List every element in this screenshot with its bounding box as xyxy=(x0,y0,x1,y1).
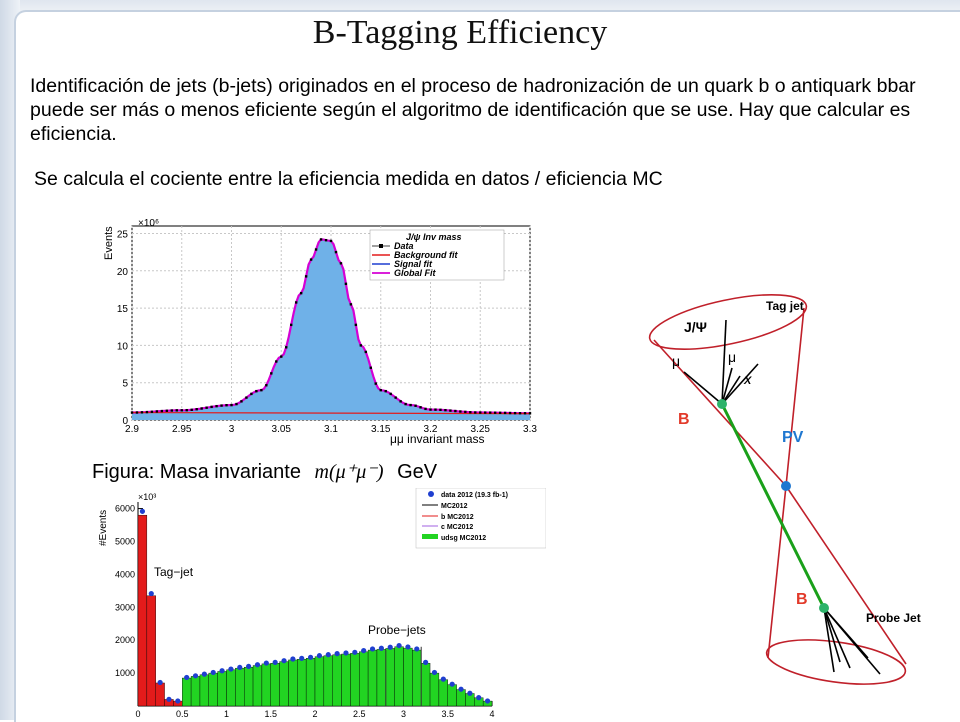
btag-data-point xyxy=(441,677,446,682)
btag-data-point xyxy=(202,672,207,677)
jpsi-data-point xyxy=(275,360,277,362)
jpsi-data-point xyxy=(494,411,496,413)
btag-data-point xyxy=(476,695,481,700)
jpsi-data-point xyxy=(325,239,327,241)
jpsi-data-point xyxy=(290,324,292,326)
btag-bar xyxy=(297,659,306,706)
jpsi-data-point xyxy=(230,404,232,406)
legend-swatch-udsg xyxy=(422,534,438,539)
jpsi-data-point xyxy=(220,404,222,406)
btag-x-tick: 3 xyxy=(400,709,407,719)
btag-bar xyxy=(342,654,351,706)
jpsi-data-point xyxy=(489,411,491,413)
legend-label-bkg: Background fit xyxy=(394,250,458,260)
legend-marker-data2012 xyxy=(428,491,434,497)
btag-bar xyxy=(404,648,413,706)
legend-label-data2012: data 2012 (19.3 fb-1) xyxy=(441,492,508,499)
btag-bar xyxy=(324,656,333,706)
btag-data-point xyxy=(396,643,401,648)
jpsi-data-point xyxy=(479,411,481,413)
jpsi-legend-title: J/ψ Inv mass xyxy=(406,232,462,242)
jpsi-x-tick: 3.25 xyxy=(470,424,490,435)
jpsi-data-point xyxy=(444,409,446,411)
jpsi-data-point xyxy=(449,409,451,411)
btag-bar xyxy=(368,650,377,706)
jpsi-data-point xyxy=(360,344,362,346)
jpsi-data-point xyxy=(399,400,401,402)
btag-data-point xyxy=(246,664,251,669)
jpsi-data-point xyxy=(176,409,178,411)
btag-data-point xyxy=(281,658,286,663)
btag-bar xyxy=(288,660,297,706)
jpsi-data-point xyxy=(439,409,441,411)
btag-data-point xyxy=(485,698,490,703)
btag-x-tick: 1.5 xyxy=(264,709,278,719)
btag-bar xyxy=(457,690,466,706)
jpsi-data-point xyxy=(161,410,163,412)
jpsi-y-tick: 10 xyxy=(116,341,128,353)
jpsi-data-point xyxy=(380,389,382,391)
jpsi-ylabel: Events xyxy=(103,226,115,260)
btag-data-point xyxy=(352,650,357,655)
jpsi-data-point xyxy=(409,404,411,406)
jpsi-data-point xyxy=(310,258,312,260)
b-flight-axis xyxy=(722,404,824,608)
btag-bar xyxy=(306,658,315,706)
jpsi-data-point xyxy=(509,412,511,414)
jpsi-data-point xyxy=(265,384,267,386)
jpsi-data-point xyxy=(370,367,372,369)
btag-data-point xyxy=(361,648,366,653)
btag-data-point xyxy=(166,697,171,702)
btag-data-point xyxy=(388,645,393,650)
jpsi-data-point xyxy=(330,240,332,242)
jpsi-data-point xyxy=(390,393,392,395)
btag-bar xyxy=(227,670,236,706)
jpsi-data-point xyxy=(225,404,227,406)
jpsi-mass-plot xyxy=(90,212,540,448)
label-b-top: B xyxy=(678,411,690,428)
btag-data-point xyxy=(308,655,313,660)
jpsi-x-tick: 3.05 xyxy=(271,424,291,435)
btag-x-tick: 1 xyxy=(223,709,230,719)
btag-bar xyxy=(350,653,359,706)
jpsi-data-point xyxy=(156,410,158,412)
jpsi-data-point xyxy=(285,346,287,348)
jpsi-x-tick: 3.1 xyxy=(324,424,338,435)
btag-data-point xyxy=(228,666,233,671)
btag-y-tick: 1000 xyxy=(114,668,135,679)
jpsi-data-point xyxy=(394,396,396,398)
btag-data-point xyxy=(450,682,455,687)
caption-unit: GeV xyxy=(397,461,438,483)
btag-x-tick: 0.5 xyxy=(175,709,189,719)
jpsi-y-tick: 15 xyxy=(116,304,128,316)
label-tag-jet: Tag jet xyxy=(766,299,804,313)
btag-data-point xyxy=(211,670,216,675)
jpsi-data-point xyxy=(464,411,466,413)
jpsi-data-point xyxy=(260,389,262,391)
btag-bar xyxy=(253,666,262,706)
legend-label-global: Global Fit xyxy=(394,268,436,278)
btag-bar xyxy=(182,678,191,706)
btag-bar xyxy=(200,675,209,706)
jpsi-data-point xyxy=(469,411,471,413)
legend-label-c: c MC2012 xyxy=(441,524,474,531)
jpsi-y-tick: 20 xyxy=(116,266,128,278)
jpsi-data-point xyxy=(404,403,406,405)
btag-bar xyxy=(421,663,430,706)
btag-data-point xyxy=(423,660,428,665)
jpsi-data-point xyxy=(385,390,387,392)
btag-bar xyxy=(377,649,386,706)
jpsi-x-tick: 2.95 xyxy=(172,424,192,435)
jpsi-data-point xyxy=(200,407,202,409)
btag-x-tick: 2 xyxy=(312,709,318,719)
btag-data-point xyxy=(273,660,278,665)
btag-bar xyxy=(235,668,244,706)
btag-bar xyxy=(333,655,342,706)
btag-x-tick: 4 xyxy=(489,709,495,719)
label-mu-1: μ xyxy=(672,353,681,369)
jpsi-data-point xyxy=(514,412,516,414)
jpsi-data-point xyxy=(151,411,153,413)
btag-legend xyxy=(416,488,546,548)
jpsi-data-point xyxy=(434,408,436,410)
btag-data-point xyxy=(335,651,340,656)
jpsi-data-point xyxy=(186,409,188,411)
label-mu-2: μ xyxy=(728,349,737,365)
jpsi-data-point xyxy=(240,400,242,402)
btag-bar xyxy=(448,685,457,706)
label-pv: PV xyxy=(782,429,804,446)
jpsi-data-point xyxy=(146,411,148,413)
btag-data-point xyxy=(149,591,154,596)
jpsi-data-point xyxy=(181,409,183,411)
btag-bar xyxy=(359,652,368,706)
annotation-probe-jets: Probe−jets xyxy=(368,623,426,637)
tag-b-vertex xyxy=(717,399,727,409)
caption-math: m(μ⁺μ⁻) xyxy=(314,461,384,483)
jpsi-x-tick: 3.2 xyxy=(423,424,438,435)
jpsi-data-point xyxy=(171,409,173,411)
btag-x-tick: 2.5 xyxy=(352,709,366,719)
btag-data-point xyxy=(219,668,224,673)
jpsi-data-point xyxy=(504,412,506,414)
btag-bar xyxy=(218,671,227,706)
jpsi-data-point xyxy=(195,408,197,410)
intro-paragraph: Identificación de jets (b-jets) originados en el proceso de hadronización de un quark b o antiquark bbar puede ser más o menos eficiente según el algoritmo de identificación que se use. Hay que calcular es eficiencia. xyxy=(30,75,916,145)
btag-bar xyxy=(262,664,271,706)
jpsi-y-multiplier: ×10⁶ xyxy=(138,218,160,229)
btag-data-point xyxy=(326,652,331,657)
jpsi-data-point xyxy=(270,372,272,374)
btag-event-diagram xyxy=(640,280,950,700)
jpsi-x-tick: 3.15 xyxy=(371,424,391,435)
btag-bar xyxy=(430,673,439,706)
btag-y-tick: 6000 xyxy=(114,503,135,514)
btag-bar xyxy=(280,662,289,706)
btag-ylabel: #Events xyxy=(98,509,109,546)
jpsi-data-point xyxy=(136,411,138,413)
btag-x-tick: 0 xyxy=(135,709,141,719)
jpsi-data-point xyxy=(499,412,501,414)
btag-data-point xyxy=(184,675,189,680)
probe-b-vertex xyxy=(819,603,829,613)
label-probe-jet: Probe Jet xyxy=(866,611,921,625)
label-x: X xyxy=(744,375,752,387)
btag-bar xyxy=(386,648,395,706)
slide-title: B-Tagging Efficiency xyxy=(312,14,608,51)
jpsi-y-tick: 0 xyxy=(122,416,128,427)
btag-y-tick: 4000 xyxy=(114,569,135,580)
jpsi-data-point xyxy=(335,251,337,253)
btag-bar xyxy=(271,663,280,706)
jpsi-data-point xyxy=(141,411,143,413)
btag-bar xyxy=(191,676,200,706)
btag-data-point xyxy=(237,665,242,670)
jpsi-data-point xyxy=(519,412,521,414)
annotation-tag-jet: Tag−jet xyxy=(154,565,194,579)
btag-data-point xyxy=(379,646,384,651)
jpsi-data-point xyxy=(300,292,302,294)
btag-data-point xyxy=(255,662,260,667)
jpsi-data-point xyxy=(459,410,461,412)
jpsi-legend xyxy=(370,230,504,280)
jpsi-x-tick: 3 xyxy=(228,424,235,435)
jpsi-data-point xyxy=(315,248,317,250)
jpsi-data-point xyxy=(524,412,526,414)
btag-events-plot xyxy=(94,488,546,720)
jpsi-data-point xyxy=(474,411,476,413)
btag-x-tick: 3.5 xyxy=(441,709,455,719)
btag-data-point xyxy=(370,646,375,651)
figure-caption xyxy=(92,459,532,489)
legend-label-mc: MC2012 xyxy=(441,503,468,510)
jpsi-data-point xyxy=(250,393,252,395)
btag-bar xyxy=(244,667,253,706)
btag-data-point xyxy=(264,660,269,665)
jpsi-data-point xyxy=(295,301,297,303)
jpsi-y-tick: 25 xyxy=(116,229,128,241)
legend-label-b: b MC2012 xyxy=(441,514,474,521)
jpsi-data-point xyxy=(345,283,347,285)
btag-bar xyxy=(412,650,421,706)
btag-data-point xyxy=(405,644,410,649)
jpsi-x-tick: 3.3 xyxy=(523,424,537,435)
btag-bar xyxy=(147,596,156,706)
jpsi-data-point xyxy=(131,411,133,413)
jpsi-data-point xyxy=(365,351,367,353)
btag-y-multiplier: ×10³ xyxy=(138,492,157,502)
jpsi-data-point xyxy=(210,406,212,408)
jpsi-data-point xyxy=(484,411,486,413)
btag-y-tick: 3000 xyxy=(114,602,135,613)
label-b-bottom: B xyxy=(796,591,808,608)
jpsi-data-point xyxy=(355,324,357,326)
btag-data-point xyxy=(343,650,348,655)
btag-y-tick: 5000 xyxy=(114,536,135,547)
btag-y-tick: 2000 xyxy=(114,635,135,646)
btag-bar xyxy=(156,683,165,706)
btag-data-point xyxy=(175,698,180,703)
jpsi-data-point xyxy=(375,382,377,384)
ratio-paragraph: Se calcula el cociente entre la eficiencia medida en datos / eficiencia MC xyxy=(34,168,663,190)
jpsi-data-point xyxy=(320,238,322,240)
jpsi-data-point xyxy=(255,390,257,392)
legend-label-data: Data xyxy=(394,241,414,251)
btag-data-point xyxy=(458,687,463,692)
jpsi-data-point xyxy=(191,409,193,411)
btag-bar xyxy=(315,657,324,706)
btag-bar xyxy=(395,647,404,706)
btag-data-point xyxy=(467,691,472,696)
btag-bar xyxy=(138,515,147,706)
caption-text: Figura: Masa invariante xyxy=(92,461,301,483)
jpsi-data-point xyxy=(350,303,352,305)
jpsi-x-tick: 2.9 xyxy=(125,424,139,435)
btag-bar xyxy=(209,673,218,706)
jpsi-data-point xyxy=(414,405,416,407)
btag-bar xyxy=(439,680,448,706)
probe-jet-cone xyxy=(764,486,908,692)
legend-label-udsg: udsg MC2012 xyxy=(441,535,487,542)
jpsi-data-point xyxy=(529,412,531,414)
btag-data-point xyxy=(290,656,295,661)
btag-data-point xyxy=(414,646,419,651)
legend-label-signal: Signal fit xyxy=(394,259,432,269)
btag-data-point xyxy=(158,680,163,685)
btag-data-point xyxy=(193,673,198,678)
jpsi-y-tick: 5 xyxy=(122,378,128,390)
jpsi-data-point xyxy=(280,355,282,357)
jpsi-data-point xyxy=(215,405,217,407)
jpsi-data-point xyxy=(205,406,207,408)
jpsi-data-point xyxy=(424,408,426,410)
btag-data-point xyxy=(432,670,437,675)
btag-data-point xyxy=(140,509,145,514)
jpsi-data-point xyxy=(419,406,421,408)
jpsi-data-point xyxy=(245,396,247,398)
jpsi-xlabel: μμ invariant mass xyxy=(390,432,485,446)
jpsi-data-point xyxy=(166,410,168,412)
jpsi-data-point xyxy=(429,408,431,410)
jpsi-data-point xyxy=(235,403,237,405)
btag-data-point xyxy=(299,656,304,661)
label-jpsi: J/Ψ xyxy=(684,319,708,335)
jpsi-data-point xyxy=(340,262,342,264)
jpsi-data-point xyxy=(305,275,307,277)
jpsi-data-point xyxy=(454,410,456,412)
primary-vertex xyxy=(781,481,791,491)
btag-data-point xyxy=(317,653,322,658)
